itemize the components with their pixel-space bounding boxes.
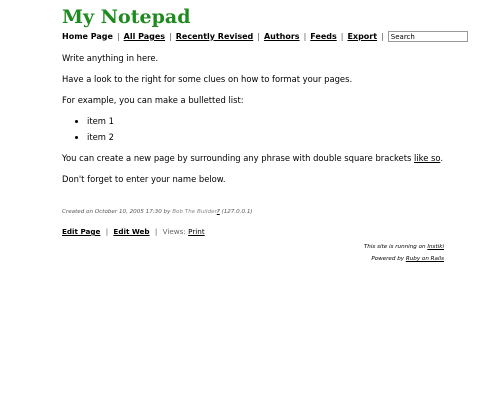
revision-author: Bob The Builder bbox=[172, 209, 217, 215]
action-separator: | bbox=[105, 227, 109, 236]
list-item: • item 2 bbox=[87, 132, 462, 143]
action-separator: | bbox=[154, 227, 158, 236]
bullet-list bbox=[62, 116, 462, 143]
paragraph-new-page-end: . bbox=[440, 153, 444, 163]
nav-separator: | bbox=[257, 32, 260, 41]
revision-ip: (127.0.0.1) bbox=[221, 209, 253, 215]
footer-instiki-line bbox=[364, 241, 444, 253]
page-title: My Notepad bbox=[62, 6, 191, 28]
nav-feeds-link[interactable]: Feeds bbox=[310, 32, 337, 41]
ruby-on-rails-link[interactable]: Ruby on Rails bbox=[405, 256, 444, 262]
page-actions bbox=[62, 227, 205, 236]
edit-web-link[interactable]: Edit Web bbox=[113, 227, 150, 236]
paragraph-format-hint: Have a look to the right for some clues on how to format your pages. bbox=[62, 74, 353, 84]
nav-recently-revised-link[interactable]: Recently Revised bbox=[175, 32, 254, 41]
like-so-link[interactable]: like so bbox=[414, 153, 441, 163]
print-link[interactable]: Print bbox=[188, 227, 205, 236]
revision-date: Created on October 10, 2005 17:30 by bbox=[62, 209, 171, 215]
paragraph-name-reminder: Don't forget to enter your name below. bbox=[62, 174, 226, 184]
revision-info bbox=[62, 209, 253, 215]
paragraph-intro: Write anything in here. bbox=[62, 53, 159, 63]
footer-rails-line bbox=[364, 253, 444, 265]
nav-bar bbox=[62, 31, 468, 42]
edit-page-link[interactable]: Edit Page bbox=[62, 227, 101, 236]
views-label: Views: bbox=[162, 227, 186, 236]
search-input[interactable] bbox=[388, 31, 468, 42]
footer bbox=[364, 241, 444, 265]
footer-powered-text: Powered by bbox=[371, 256, 405, 262]
nav-separator: | bbox=[381, 32, 384, 41]
nav-separator: | bbox=[116, 32, 120, 41]
nav-separator: | bbox=[303, 32, 307, 41]
nav-separator: | bbox=[169, 32, 172, 41]
instiki-link[interactable]: Instiki bbox=[427, 244, 444, 250]
paragraph-list-example: For example, you can make a bulletted list: bbox=[62, 95, 244, 105]
author-question-link[interactable]: ? bbox=[216, 209, 220, 215]
nav-all-pages-link[interactable]: All Pages bbox=[123, 32, 166, 41]
nav-export-link[interactable]: Export bbox=[347, 32, 378, 41]
list-item: • item 1 bbox=[87, 116, 462, 127]
footer-running-text: This site is running on bbox=[363, 244, 426, 250]
nav-separator: | bbox=[340, 32, 344, 41]
paragraph-new-page bbox=[62, 153, 462, 164]
page-content bbox=[62, 53, 462, 195]
paragraph-new-page-text: You can create a new page by surrounding any phrase with double square brackets bbox=[62, 153, 414, 163]
nav-authors-link[interactable]: Authors bbox=[263, 32, 300, 41]
nav-home-page[interactable]: Home Page bbox=[62, 32, 113, 41]
